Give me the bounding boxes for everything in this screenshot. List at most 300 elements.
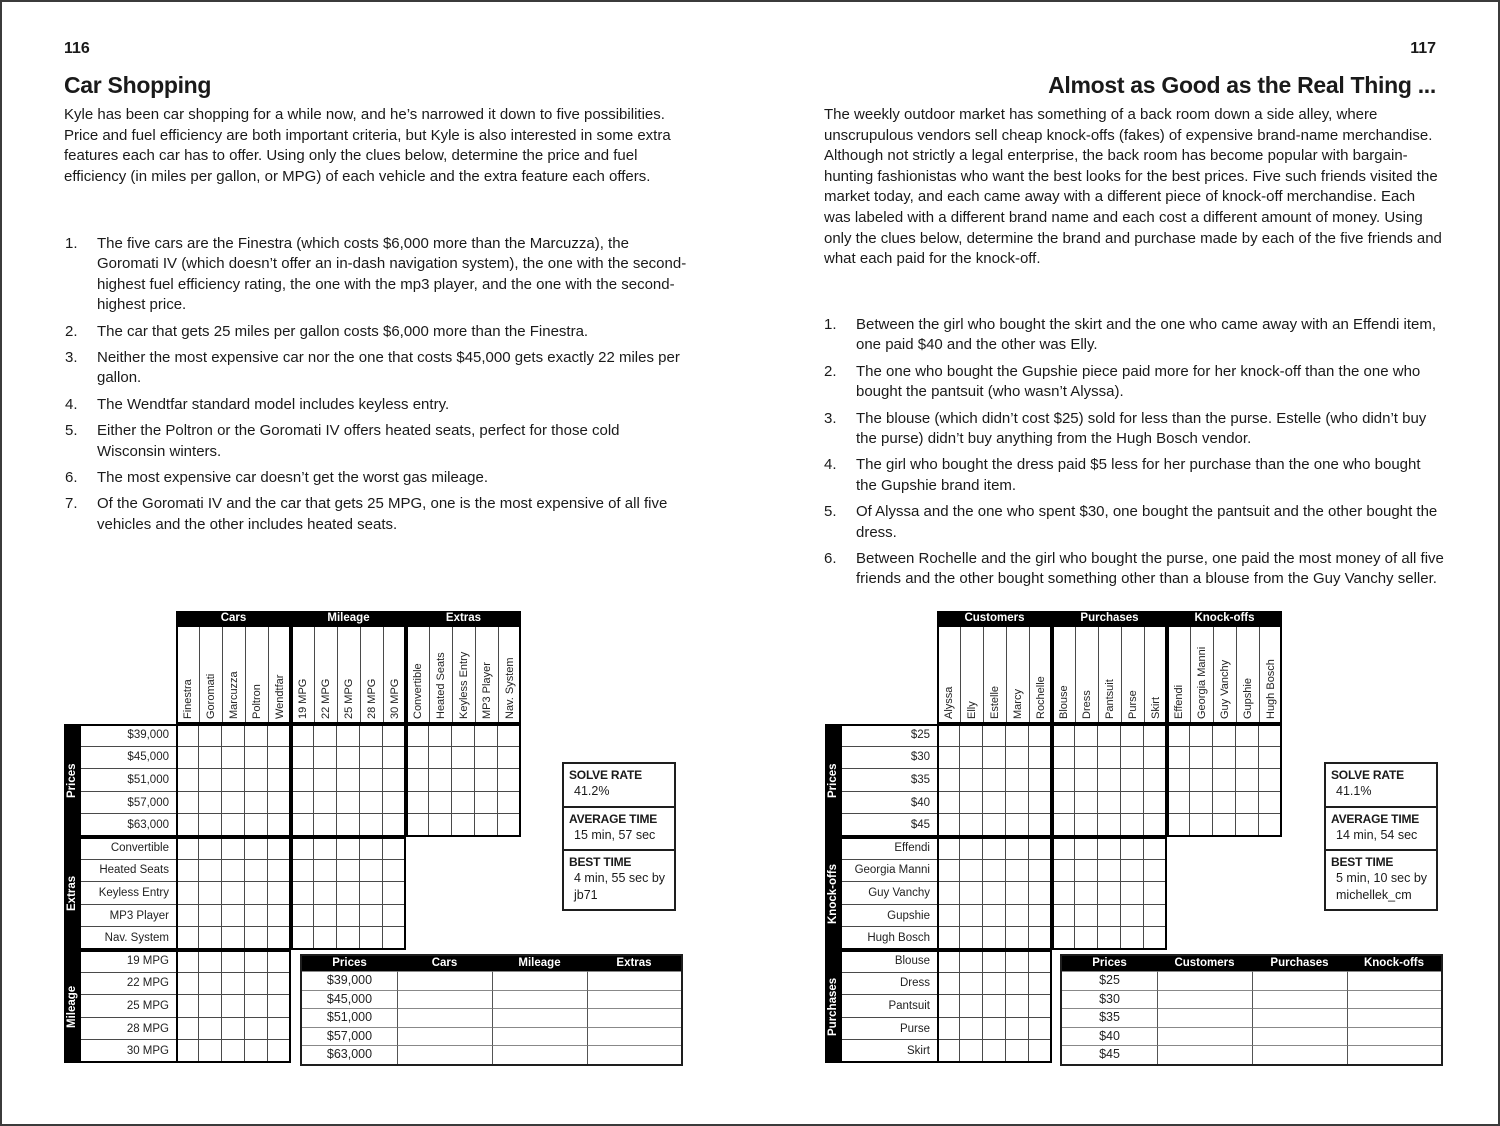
grid-cell: [960, 927, 983, 950]
grid-cell: [337, 837, 360, 860]
answer-table-empty-cell: [587, 1027, 681, 1046]
grid-cell: [199, 747, 222, 770]
grid-cell: [176, 724, 199, 747]
grid-cell: [937, 724, 960, 747]
grid-column-label: Alyssa: [937, 625, 960, 724]
grid-cell: [314, 747, 337, 770]
clue-item: [65, 395, 690, 415]
clue-text: Between Rochelle and the girl who bought the purse, one paid the most money of all five friends and the other bought something other than a blouse from the Guy Vanchy seller.: [856, 550, 1444, 588]
grid-cell: [1006, 905, 1029, 928]
grid-row-label: Blouse: [842, 950, 937, 973]
grid-cell: [1052, 792, 1075, 815]
grid-cell: [1167, 814, 1190, 837]
grid-cell: [222, 837, 245, 860]
grid-cell: [1075, 814, 1098, 837]
answer-table-empty-cell: [492, 990, 587, 1009]
clue-text: The blouse (which didn’t cost $25) sold for less than the purse. Estelle (who didn’t buy the purse) didn’t buy anything from the Hugh Bosch vendor.: [856, 409, 1427, 448]
grid-cell: [983, 837, 1006, 860]
grid-cell: [1190, 814, 1213, 837]
grid-cell: [245, 814, 268, 837]
grid-cell: [1052, 814, 1075, 837]
grid-cell: [383, 769, 406, 792]
grid-cell: [406, 724, 429, 747]
answer-table-header: Purchases: [1270, 957, 1329, 969]
clue-number: 6.: [65, 469, 78, 487]
puzzle-title-right: Almost as Good as the Real Thing ...: [1048, 72, 1436, 98]
solve-rate-value: 41.1%: [1336, 784, 1372, 798]
grid-cell: [1029, 882, 1052, 905]
grid-cell: [291, 769, 314, 792]
clue-item: [65, 468, 690, 488]
clue-number: 4.: [65, 395, 78, 413]
grid-cell: [1167, 747, 1190, 770]
grid-row-label: $40: [842, 792, 937, 815]
grid-cell: [291, 882, 314, 905]
grid-cell: [245, 973, 268, 996]
grid-cell: [360, 837, 383, 860]
grid-cell: [1006, 973, 1029, 996]
clue-number: 3.: [824, 409, 837, 427]
grid-cell: [245, 927, 268, 950]
grid-row-label: $57,000: [81, 792, 176, 815]
grid-cell: [222, 814, 245, 837]
grid-column-label: Gupshie: [1236, 625, 1259, 724]
grid-cell: [1190, 792, 1213, 815]
grid-cell: [314, 814, 337, 837]
answer-table-empty-cell: [397, 971, 492, 990]
average-time-value: 14 min, 54 sec: [1336, 827, 1418, 842]
grid-cell: [498, 769, 521, 792]
clue-text: The girl who bought the dress paid $5 less for her purchase than the one who bought the Gupshie brand item.: [856, 456, 1421, 494]
grid-cell: [360, 792, 383, 815]
grid-cell: [199, 814, 222, 837]
grid-cell: [937, 1040, 960, 1063]
clue-item: [824, 362, 1444, 403]
grid-cell: [1213, 814, 1236, 837]
grid-cell: [1006, 747, 1029, 770]
grid-cell: [291, 792, 314, 815]
grid-cell: [176, 927, 199, 950]
grid-cell: [291, 814, 314, 837]
clue-number: 5.: [824, 503, 837, 521]
answer-table-row: [1062, 1045, 1441, 1064]
grid-cell: [1121, 837, 1144, 860]
grid-column-label: Poltron: [245, 625, 268, 724]
grid-cell: [245, 995, 268, 1018]
grid-column-group-bar: Extras: [406, 611, 521, 625]
grid-cell: [176, 1018, 199, 1041]
grid-cell: [1236, 769, 1259, 792]
grid-column-label: 25 MPG: [337, 625, 360, 724]
answer-table-price-cell: $39,000: [302, 971, 397, 990]
grid-cell: [475, 814, 498, 837]
grid-cell: [268, 814, 291, 837]
grid-cell: [960, 950, 983, 973]
grid-cell: [337, 882, 360, 905]
grid-row-label: 22 MPG: [81, 973, 176, 996]
answer-table-empty-cell: [1157, 1027, 1252, 1046]
grid-row-label: $51,000: [81, 769, 176, 792]
grid-cell: [1052, 905, 1075, 928]
clue-number: 7.: [65, 495, 78, 513]
grid-cell: [1029, 724, 1052, 747]
solve-rate-section: [1326, 764, 1436, 806]
grid-cell: [314, 769, 337, 792]
clue-item: [65, 494, 690, 535]
grid-row-label: Gupshie: [842, 905, 937, 928]
grid-column-label: Nav. System: [498, 625, 521, 724]
grid-cell: [960, 973, 983, 996]
answer-table-empty-cell: [1252, 1027, 1347, 1046]
answer-table-row: [302, 971, 681, 990]
clue-number: 1.: [824, 316, 837, 333]
page-number-left: 116: [64, 40, 90, 57]
clue-number: 5.: [65, 422, 78, 440]
grid-column-label: Hugh Bosch: [1259, 625, 1282, 724]
grid-cell: [383, 747, 406, 770]
grid-cell: [199, 973, 222, 996]
grid-cell: [1098, 747, 1121, 770]
clue-number: 1.: [65, 235, 78, 252]
grid-cell: [337, 814, 360, 837]
grid-cell: [983, 769, 1006, 792]
grid-cell: [268, 950, 291, 973]
answer-table-empty-cell: [1252, 990, 1347, 1009]
grid-cell: [337, 747, 360, 770]
clue-item: [65, 322, 690, 342]
grid-row-label: Convertible: [81, 837, 176, 860]
average-time-label: AVERAGE TIME: [1331, 811, 1420, 826]
grid-cell: [176, 860, 199, 883]
grid-cell: [983, 973, 1006, 996]
grid-cell: [199, 882, 222, 905]
grid-cell: [337, 769, 360, 792]
grid-cell: [360, 724, 383, 747]
grid-cell: [1029, 995, 1052, 1018]
grid-cell: [1029, 950, 1052, 973]
grid-row-label: Effendi: [842, 837, 937, 860]
grid-cell: [383, 860, 406, 883]
grid-cell: [176, 995, 199, 1018]
grid-cell: [314, 860, 337, 883]
grid-cell: [452, 724, 475, 747]
clue-item: [824, 409, 1444, 450]
grid-cell: [1098, 814, 1121, 837]
clue-text: The one who bought the Gupshie piece paid more for her knock-off than the one who bought the pantsuit (who wasn’t Alyssa).: [856, 362, 1421, 401]
grid-cell: [268, 860, 291, 883]
clue-text: Neither the most expensive car nor the one that costs $45,000 gets exactly 22 miles per gallon.: [97, 349, 680, 387]
solve-rate-value: 41.2%: [574, 784, 610, 798]
grid-cell: [245, 950, 268, 973]
grid-cell: [1006, 1040, 1029, 1063]
grid-cell: [429, 724, 452, 747]
answer-table-empty-cell: [492, 1008, 587, 1027]
grid-cell: [360, 882, 383, 905]
grid-row-group-strip: Prices: [64, 724, 81, 837]
grid-cell: [222, 1018, 245, 1041]
grid-cell: [199, 1018, 222, 1041]
grid-cell: [314, 837, 337, 860]
grid-cell: [176, 814, 199, 837]
clue-item: [824, 455, 1444, 496]
grid-cell: [360, 927, 383, 950]
grid-cell: [1121, 814, 1144, 837]
grid-cell: [1075, 860, 1098, 883]
grid-column-label: Goromati: [199, 625, 222, 724]
grid-cell: [498, 814, 521, 837]
grid-cell: [498, 792, 521, 815]
answer-table-price-cell: $45,000: [302, 990, 397, 1009]
grid-cell: [1029, 747, 1052, 770]
grid-cell: [245, 724, 268, 747]
grid-cell: [452, 747, 475, 770]
grid-cell: [983, 792, 1006, 815]
grid-cell: [360, 747, 383, 770]
grid-cell: [983, 724, 1006, 747]
grid-cell: [176, 837, 199, 860]
grid-cell: [960, 1018, 983, 1041]
grid-cell: [1052, 769, 1075, 792]
grid-cell: [245, 860, 268, 883]
grid-row-group-strip: Prices: [825, 724, 842, 837]
grid-cell: [1052, 882, 1075, 905]
grid-cell: [475, 769, 498, 792]
grid-column-group-bar: Knock-offs: [1167, 611, 1282, 625]
grid-cell: [429, 814, 452, 837]
grid-cell: [1006, 792, 1029, 815]
grid-row-label: Heated Seats: [81, 860, 176, 883]
grid-cell: [937, 837, 960, 860]
grid-cell: [1029, 837, 1052, 860]
grid-cell: [1167, 724, 1190, 747]
grid-cell: [268, 837, 291, 860]
grid-cell: [268, 1018, 291, 1041]
grid-cell: [960, 792, 983, 815]
puzzle-intro-right: The weekly outdoor market has something of a back room down a side alley, where unscrupulous vendors sell cheap knock-offs (fakes) of expensive brand-name merchandise. Although not strictly a legal enterprise, the back room has become popular with bargain-hunting fashionistas who want the best looks for the best prices. Five such friends visited the market today, and each came away with a different piece of knock-off merchandise. Each was labeled with a different brand name and each cost a different amount of money. Using only the clues below, determine the brand and purchase made by each of the five friends and what each paid for the knock-off.: [824, 106, 1442, 268]
grid-column-label: MP3 Player: [475, 625, 498, 724]
grid-cell: [245, 1018, 268, 1041]
grid-row-label: 25 MPG: [81, 995, 176, 1018]
answer-table-header: Prices: [1092, 957, 1127, 969]
grid-cell: [222, 995, 245, 1018]
grid-row-label: $45: [842, 814, 937, 837]
grid-cell: [199, 860, 222, 883]
answer-table-empty-cell: [1157, 1008, 1252, 1027]
grid-column-label: Pantsuit: [1098, 625, 1121, 724]
grid-row-group-strip: Extras: [64, 837, 81, 950]
grid-cell: [937, 860, 960, 883]
answer-table-row: [302, 990, 681, 1009]
grid-cell: [406, 769, 429, 792]
grid-cell: [199, 950, 222, 973]
puzzle-intro-left: Kyle has been car shopping for a while now, and he’s narrowed it down to five possibilities. Price and fuel efficiency are both important criteria, but Kyle is also interested in some extra features each car has to offer. Using only the clues below, determine the price and fuel efficiency (in miles per gallon, or MPG) of each vehicle and the extra feature each offers.: [64, 106, 671, 185]
answer-table-empty-cell: [1252, 971, 1347, 990]
grid-cell: [937, 973, 960, 996]
grid-cell: [291, 927, 314, 950]
grid-cell: [1213, 747, 1236, 770]
grid-cell: [1121, 905, 1144, 928]
grid-cell: [1006, 837, 1029, 860]
answer-table-row: [302, 1027, 681, 1046]
grid-cell: [937, 905, 960, 928]
grid-cell: [1121, 927, 1144, 950]
best-time-value: 4 min, 55 sec by jb71: [574, 871, 666, 902]
grid-cell: [1121, 769, 1144, 792]
answer-table-empty-cell: [587, 990, 681, 1009]
answer-table-price-cell: $30: [1062, 990, 1157, 1009]
grid-cell: [268, 973, 291, 996]
grid-column-label: Georgia Manni: [1190, 625, 1213, 724]
answer-table-empty-cell: [1347, 971, 1441, 990]
grid-cell: [1236, 724, 1259, 747]
grid-cell: [1144, 927, 1167, 950]
grid-cell: [1121, 882, 1144, 905]
grid-cell: [937, 927, 960, 950]
grid-cell: [1144, 860, 1167, 883]
grid-cell: [1075, 905, 1098, 928]
grid-row-label: Georgia Manni: [842, 860, 937, 883]
grid-cell: [199, 724, 222, 747]
answer-table-empty-cell: [1252, 1008, 1347, 1027]
grid-column-label: Skirt: [1144, 625, 1167, 724]
grid-row-label: Skirt: [842, 1040, 937, 1063]
grid-cell: [1098, 724, 1121, 747]
grid-cell: [245, 769, 268, 792]
grid-cell: [1052, 860, 1075, 883]
answer-table-empty-cell: [1157, 990, 1252, 1009]
grid-cell: [1259, 814, 1282, 837]
grid-cell: [1075, 724, 1098, 747]
grid-column-label: 19 MPG: [291, 625, 314, 724]
answer-table-empty-cell: [397, 1045, 492, 1064]
answer-table-empty-cell: [397, 1027, 492, 1046]
grid-cell: [222, 1040, 245, 1063]
grid-cell: [475, 747, 498, 770]
grid-cell: [429, 747, 452, 770]
grid-column-label: 28 MPG: [360, 625, 383, 724]
answer-table-empty-cell: [492, 971, 587, 990]
answer-table-row: [1062, 1027, 1441, 1046]
grid-cell: [383, 927, 406, 950]
answer-table-price-cell: $40: [1062, 1027, 1157, 1046]
clue-item: [65, 234, 690, 316]
grid-cell: [1144, 747, 1167, 770]
grid-cell: [1029, 814, 1052, 837]
grid-cell: [199, 927, 222, 950]
grid-cell: [245, 882, 268, 905]
answer-table-empty-cell: [1157, 1045, 1252, 1064]
grid-cell: [498, 724, 521, 747]
grid-cell: [199, 769, 222, 792]
answer-table-empty-cell: [1252, 1045, 1347, 1064]
grid-cell: [1121, 747, 1144, 770]
answer-table-row: [1062, 990, 1441, 1009]
clue-item: [65, 421, 690, 462]
grid-cell: [245, 747, 268, 770]
grid-cell: [1098, 882, 1121, 905]
best-time-value: 5 min, 10 sec by michellek_cm: [1336, 871, 1428, 902]
grid-cell: [383, 724, 406, 747]
grid-cell: [291, 837, 314, 860]
grid-column-label: Marcuzza: [222, 625, 245, 724]
grid-cell: [1144, 905, 1167, 928]
clue-text: Between the girl who bought the skirt and the one who came away with an Effendi item, one paid $40 and the other was Elly.: [856, 316, 1437, 354]
grid-cell: [452, 769, 475, 792]
grid-cell: [1259, 769, 1282, 792]
grid-cell: [1259, 792, 1282, 815]
grid-cell: [406, 814, 429, 837]
best-time-section: [564, 849, 674, 909]
grid-cell: [245, 905, 268, 928]
grid-cell: [314, 927, 337, 950]
grid-row-label: $30: [842, 747, 937, 770]
grid-cell: [314, 724, 337, 747]
grid-cell: [1190, 747, 1213, 770]
grid-cell: [176, 769, 199, 792]
grid-cell: [983, 927, 1006, 950]
answer-table-empty-cell: [1347, 1045, 1441, 1064]
grid-column-label: Keyless Entry: [452, 625, 475, 724]
answer-table-empty-cell: [397, 990, 492, 1009]
puzzle-title-left: Car Shopping: [64, 72, 212, 98]
grid-cell: [1121, 860, 1144, 883]
grid-column-label: Effendi: [1167, 625, 1190, 724]
grid-cell: [360, 769, 383, 792]
clue-number: 4.: [824, 456, 837, 474]
answer-table-empty-cell: [1347, 1027, 1441, 1046]
best-time-section: [1326, 849, 1436, 909]
grid-row-group-strip: Mileage: [64, 950, 81, 1063]
stats-box-right: [1324, 762, 1438, 911]
grid-cell: [176, 973, 199, 996]
grid-cell: [452, 792, 475, 815]
answer-table-price-cell: $25: [1062, 971, 1157, 990]
grid-cell: [1075, 747, 1098, 770]
grid-column-label: Blouse: [1052, 625, 1075, 724]
grid-column-label: Estelle: [983, 625, 1006, 724]
average-time-label: AVERAGE TIME: [569, 811, 658, 826]
grid-cell: [268, 747, 291, 770]
grid-cell: [937, 995, 960, 1018]
grid-cell: [268, 1040, 291, 1063]
grid-cell: [268, 792, 291, 815]
grid-cell: [452, 814, 475, 837]
grid-cell: [222, 905, 245, 928]
answer-table-price-cell: $51,000: [302, 1008, 397, 1027]
grid-row-label: 28 MPG: [81, 1018, 176, 1041]
grid-cell: [429, 792, 452, 815]
average-time-value: 15 min, 57 sec: [574, 827, 656, 842]
grid-cell: [222, 927, 245, 950]
grid-column-group-bar: Mileage: [291, 611, 406, 625]
grid-cell: [983, 860, 1006, 883]
grid-column-group-bar: Cars: [176, 611, 291, 625]
grid-cell: [291, 747, 314, 770]
answer-table-header: Knock-offs: [1363, 957, 1425, 969]
answer-table-empty-cell: [492, 1027, 587, 1046]
grid-cell: [1098, 792, 1121, 815]
grid-cell: [245, 837, 268, 860]
clue-text: The five cars are the Finestra (which costs $6,000 more than the Marcuzza), the Goromati IV (which doesn’t offer an in-dash navigation system), the one with the second-highest fuel efficiency rating, the one with the mp3 player, and the one with the second-highest price.: [97, 235, 687, 314]
grid-cell: [176, 792, 199, 815]
answer-table-header: Mileage: [518, 957, 561, 969]
grid-cell: [1213, 792, 1236, 815]
answer-table-row: [1062, 971, 1441, 990]
grid-cell: [383, 905, 406, 928]
grid-cell: [1259, 747, 1282, 770]
grid-column-label: Convertible: [406, 625, 429, 724]
grid-cell: [983, 882, 1006, 905]
